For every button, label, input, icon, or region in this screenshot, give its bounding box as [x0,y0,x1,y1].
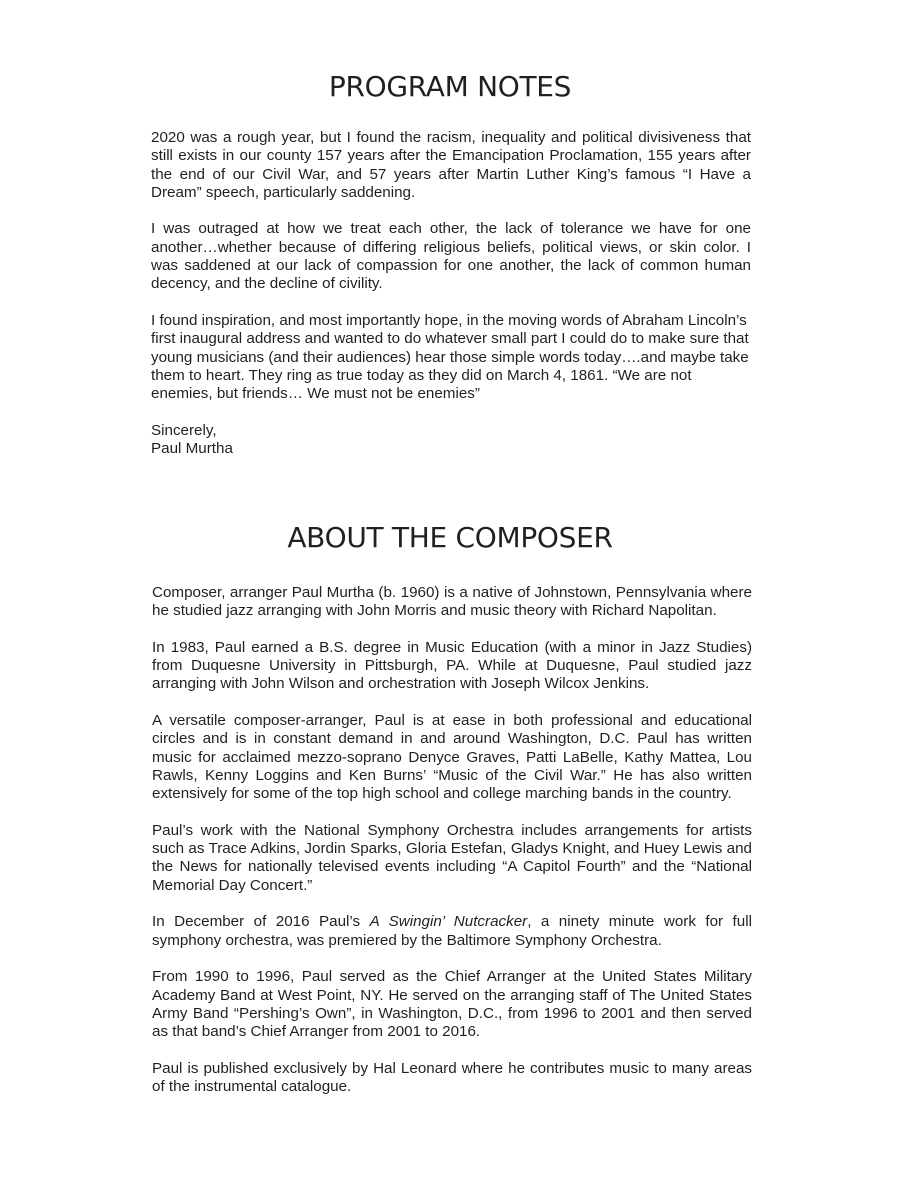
signature-name: Paul Murtha [151,440,233,458]
composer-paragraph [152,913,752,950]
work-title: A Swingin’ Nutcracker [369,913,528,931]
composer-paragraph: Composer, arranger Paul Murtha (b. 1960) is a native of Johnstown, Pennsylvania where he studied jazz arranging with John Morris and music theory with Richard Napolitan. [152,584,752,620]
composer-paragraph: From 1990 to 1996, Paul served as the Chief Arranger at the United States Military Academy Band at West Point, NY. He served on the arranging staff of The United States Army Band “Pershing’s Own”, in Washington, D.C., from 1996 to 2001 and then served as that band’s Chief Arranger from 2001 to 2016. [152,968,752,1041]
program-notes-heading: PROGRAM NOTES [328,70,572,103]
program-notes-body [151,129,751,458]
closing-salutation: Sincerely, [151,421,217,439]
program-notes-paragraph: 2020 was a rough year, but I found the racism, inequality and political divisiveness that still exists in our county 157 years after the Emancipation Proclamation, 155 years after the end of our Civil War, and 57 years after Martin Luther King’s famous “I Have a Dream” speech, particularly saddening. [151,129,751,201]
composer-paragraph-text: In December of 2016 Paul’s [152,913,370,931]
program-notes-paragraph: I was outraged at how we treat each other, the lack of tolerance we have for one another…whether because of differing religious beliefs, political views, or skin color. I was saddened at our lack of compassion for one another, the lack of common human decency, and the decline of civility. [151,220,751,293]
about-composer-heading: ABOUT THE COMPOSER [287,521,613,554]
composer-paragraph: Paul is published exclusively by Hal Leonard where he contributes music to many areas of the instrumental catalogue. [152,1059,752,1096]
composer-paragraph: Paul’s work with the National Symphony Orchestra includes arrangements for artists such as Trace Adkins, Jordin Sparks, Gloria Estefan, Gladys Knight, and Huey Lewis and the News for nationally televised events including “A Capitol Fourth” and the “National Memorial Day Concert.” [152,821,752,894]
about-composer-body [152,584,752,1115]
composer-paragraph: In 1983, Paul earned a B.S. degree in Music Education (with a minor in Jazz Studies) from Duquesne University in Pittsburgh, PA. While at Duquesne, Paul studied jazz arranging with John Wilson and orchestration with Joseph Wilcox Jenkins. [152,638,752,693]
composer-paragraph: A versatile composer-arranger, Paul is at ease in both professional and educational circles and is in constant demand in and around Washington, D.C. Paul has written music for acclaimed mezzo-soprano Denyce Graves, Patti LaBelle, Kathy Mattea, Lou Rawls, Kenny Loggins and Ken Burns’ “Music of the Civil War.” He has also written extensively for some of the top high school and college marching bands in the country. [152,712,752,803]
program-notes-paragraph: I found inspiration, and most importantly hope, in the moving words of Abraham Lincoln’s first inaugural address and wanted to do whatever small part I could do to make sure that young musicians (and their audiences) hear those simple words today….and maybe take them to heart. They ring as true today as they did on March 4, 1861. “We are not enemies, but friends… We must not be enemies” [151,311,749,403]
sign-off [151,422,751,459]
composer-paragraph-text: , a ninety minute work for full symphony orchestra, was premiered by the Baltimore Symphony Orchestra. [152,913,752,949]
